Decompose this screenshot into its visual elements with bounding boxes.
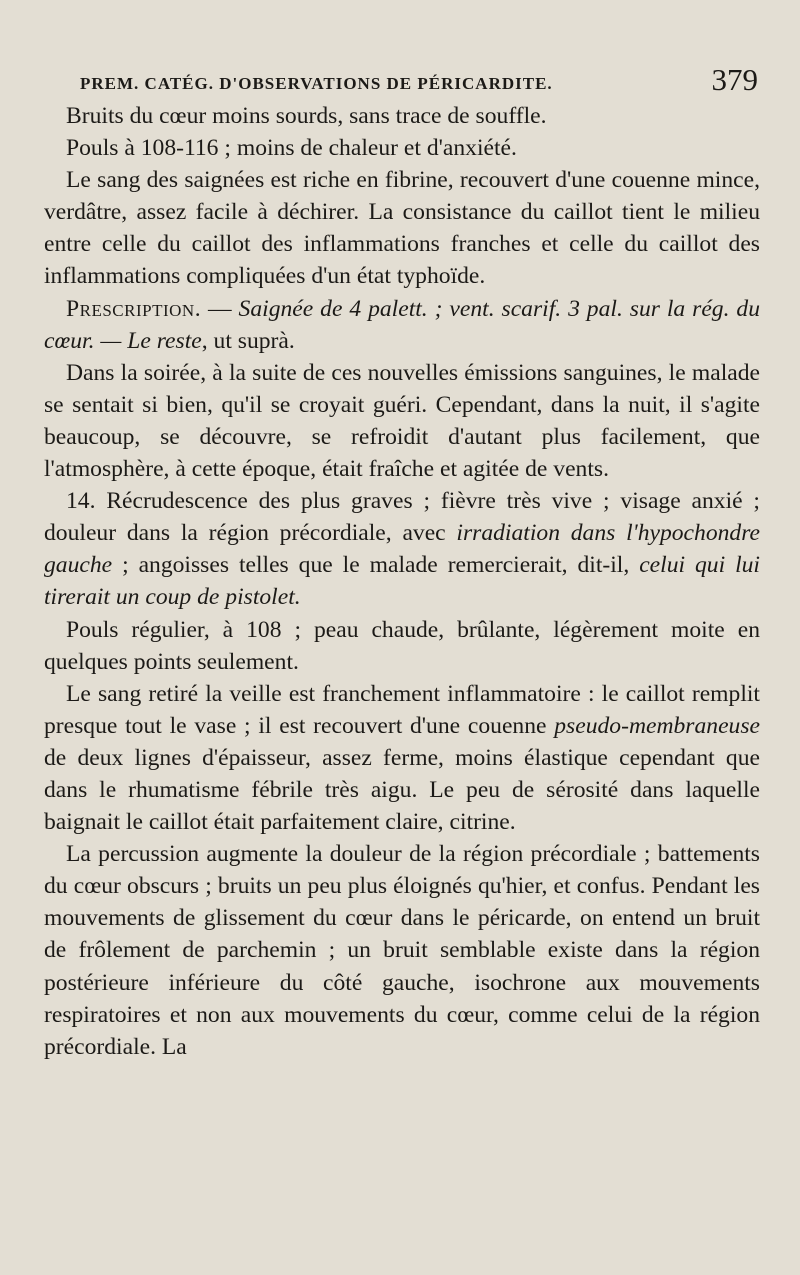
text-run: Pouls régulier, à 108 ; peau chaude, brûlante, légèrement moite en quelques points seulement. — [44, 616, 760, 675]
text-run: ; angoisses telles que le malade remercierait, dit-il, — [112, 552, 640, 579]
text-run: 14. Récrudescence des plus graves ; fièvre très vive ; visage anxié ; douleur dans la région précordiale, avec — [44, 488, 760, 547]
text-run: , ut suprà. — [201, 327, 295, 354]
small-caps-run: Prescription. — [66, 295, 202, 322]
text-run: Le sang des saignées est riche en fibrine, recouvert d'une couenne mince, verdâtre, assez facile à déchirer. La consistance du caillot tient le milieu entre celle du caillot des inflammations franches et celle du caillot des inflammations compliquées d'un état typhoïde. — [44, 167, 760, 290]
paragraph — [44, 614, 760, 678]
paragraph — [44, 164, 760, 292]
text-run: Le sang retiré la veille est franchement inflammatoire : le caillot remplit presque tout le vase ; il est recouvert d'une couenne — [44, 680, 760, 739]
italic-run: celui qui lui tirerait un coup de pistolet. — [44, 552, 760, 611]
paragraph — [44, 838, 760, 1063]
paragraph — [44, 357, 760, 485]
text-run: de deux lignes d'épaisseur, assez ferme, moins élastique cependant que dans le rhumatisme fébrile très aigu. Le peu de sérosité dans laquelle baignait le caillot était parfaitement claire, citrine. — [44, 744, 760, 836]
text-run: Dans la soirée, à la suite de ces nouvelles émissions sanguines, le malade se sentait si bien, qu'il se croyait guéri. Cependant, dans la nuit, il s'agite beaucoup, se découvre, se refroidit d'autant plus facilement, que l'atmosphère, à cette époque, était fraîche et agitée de vents. — [44, 359, 760, 483]
paragraph — [44, 485, 760, 613]
italic-run: Saignée de 4 palett. ; vent. scarif. 3 pal. sur la rég. du cœur. — Le reste — [44, 295, 761, 354]
paragraph — [44, 132, 760, 164]
page-header — [44, 58, 760, 98]
italic-run: pseudo-membraneuse — [554, 712, 760, 739]
paragraph — [44, 678, 760, 838]
paragraph — [44, 293, 760, 357]
running-title: PREM. CATÉG. D'OBSERVATIONS DE PÉRICARDITE. — [80, 74, 553, 93]
italic-run: irradiation dans l'hypochondre gauche — [44, 520, 760, 579]
page-number: 379 — [711, 62, 758, 97]
text-run: — — [201, 295, 239, 322]
body-text — [44, 100, 760, 1063]
text-run: La percussion augmente la douleur de la région précordiale ; battements du cœur obscurs ; bruits un peu plus éloignés qu'hier, et confus. Pendant les mouvements de glissement du cœur dans le péricarde, on entend un bruit de frôlement de parchemin ; un bruit semblable existe dans la région postérieure inférieure du côté gauche, isochrone aux mouvements respiratoires et non aux mouvements du cœur, comme celui de la région précordiale. La — [44, 841, 760, 1060]
text-run: Bruits du cœur moins sourds, sans trace de souffle. — [66, 103, 547, 129]
text-run: Pouls à 108-116 ; moins de chaleur et d'anxiété. — [66, 135, 517, 162]
paragraph — [44, 100, 760, 132]
